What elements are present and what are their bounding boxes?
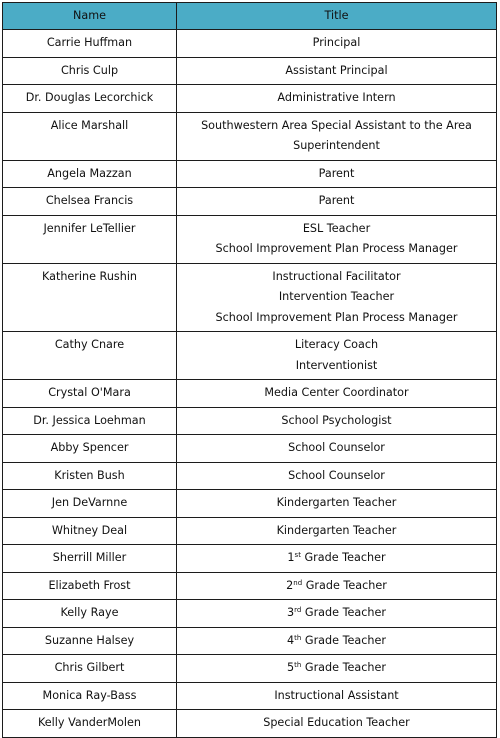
title-text: School Improvement Plan Process Manager xyxy=(215,310,458,324)
title-text: 3 xyxy=(287,606,295,619)
title-text: School Psychologist xyxy=(281,413,392,427)
title-text: School Counselor xyxy=(288,468,385,482)
title-text: Literacy Coach xyxy=(294,338,379,351)
cell-name: Carrie Huffman xyxy=(3,30,177,58)
title-line xyxy=(177,267,496,288)
staff-table xyxy=(2,2,497,738)
title-line xyxy=(177,686,496,707)
cell-title xyxy=(177,112,497,160)
ordinal-suffix: th xyxy=(294,661,302,669)
cell-name: Chris Culp xyxy=(3,57,177,85)
title-line xyxy=(177,713,496,734)
cell-name: Alice Marshall xyxy=(3,112,177,160)
cell-name: Whitney Deal xyxy=(3,517,177,545)
cell-name: Dr. Jessica Loehman xyxy=(3,407,177,435)
title-text: Kindergarten Teacher xyxy=(276,523,397,537)
cell-name: Kelly Raye xyxy=(3,600,177,628)
title-text: Grade Teacher xyxy=(301,633,386,647)
title-line xyxy=(177,88,496,109)
title-line xyxy=(177,33,496,54)
title-line xyxy=(177,164,496,185)
table-row xyxy=(3,490,497,518)
title-text: Parent xyxy=(318,166,355,180)
title-line xyxy=(177,61,496,82)
cell-title xyxy=(177,600,497,628)
title-line xyxy=(177,383,496,404)
cell-title xyxy=(177,627,497,655)
title-line xyxy=(177,191,496,212)
cell-title xyxy=(177,490,497,518)
ordinal-suffix: nd xyxy=(293,578,303,587)
title-line xyxy=(177,548,496,569)
cell-title xyxy=(177,435,497,463)
cell-name: Sherrill Miller xyxy=(3,545,177,573)
title-text: 1 xyxy=(287,551,295,564)
title-line xyxy=(177,308,496,329)
cell-title xyxy=(177,682,497,710)
table-row xyxy=(3,57,497,85)
table-row xyxy=(3,600,497,628)
cell-title xyxy=(177,655,497,683)
cell-name: Dr. Douglas Lecorchick xyxy=(3,85,177,113)
table-row xyxy=(3,407,497,435)
cell-title xyxy=(177,263,497,332)
title-line xyxy=(177,603,496,624)
title-line xyxy=(177,335,496,356)
title-text: Special Education Teacher xyxy=(263,716,410,729)
header-title: Title xyxy=(177,3,497,30)
title-text: ESL Teacher xyxy=(302,221,371,235)
cell-name: Jen DeVarnne xyxy=(3,490,177,518)
cell-title xyxy=(177,85,497,113)
title-line xyxy=(177,411,496,432)
header-name: Name xyxy=(3,3,177,30)
title-text: School Improvement Plan Process Manager xyxy=(215,242,458,255)
cell-name: Monica Ray-Bass xyxy=(3,682,177,710)
table-row xyxy=(3,112,497,160)
table-row xyxy=(3,85,497,113)
title-text: Southwestern Area Special Assistant to the Area xyxy=(201,118,472,132)
ordinal-suffix: rd xyxy=(294,606,302,614)
title-text: Kindergarten Teacher xyxy=(276,496,397,509)
cell-name: Chelsea Francis xyxy=(3,188,177,216)
title-text: Superintendent xyxy=(293,139,380,152)
cell-name: Kristen Bush xyxy=(3,462,177,490)
table-row xyxy=(3,332,497,380)
cell-title xyxy=(177,215,497,263)
title-text: 2 xyxy=(286,578,294,592)
cell-name: Crystal O'Mara xyxy=(3,380,177,408)
table-row xyxy=(3,627,497,655)
table-row xyxy=(3,655,497,683)
cell-title xyxy=(177,160,497,188)
table-row xyxy=(3,215,497,263)
cell-name: Cathy Cnare xyxy=(3,332,177,380)
cell-title xyxy=(177,710,497,738)
table-row xyxy=(3,462,497,490)
title-text: Principal xyxy=(312,36,361,49)
title-text: 5 xyxy=(287,661,295,674)
title-text: 4 xyxy=(287,633,295,647)
table-row xyxy=(3,572,497,600)
table-row xyxy=(3,545,497,573)
title-text: Grade Teacher xyxy=(302,578,387,592)
cell-title xyxy=(177,572,497,600)
title-line xyxy=(177,438,496,459)
staff-table-container xyxy=(2,2,497,738)
cell-name: Jennifer LeTellier xyxy=(3,215,177,263)
table-body xyxy=(3,30,497,738)
title-line xyxy=(177,116,496,137)
table-row xyxy=(3,188,497,216)
title-line xyxy=(177,493,496,514)
title-text: Assistant Principal xyxy=(285,63,388,77)
title-text: School Counselor xyxy=(288,441,385,454)
title-line xyxy=(177,576,496,597)
cell-title xyxy=(177,30,497,58)
title-text: Interventionist xyxy=(295,358,378,372)
table-row xyxy=(3,682,497,710)
title-line xyxy=(177,466,496,487)
title-text: Administrative Intern xyxy=(277,91,396,104)
cell-title xyxy=(177,332,497,380)
title-text: Media Center Coordinator xyxy=(264,386,409,399)
cell-name: Chris Gilbert xyxy=(3,655,177,683)
title-text: Intervention Teacher xyxy=(278,290,395,303)
title-text: Grade Teacher xyxy=(300,551,386,564)
cell-title xyxy=(177,188,497,216)
title-line xyxy=(177,356,496,377)
cell-name: Katherine Rushin xyxy=(3,263,177,332)
cell-title xyxy=(177,517,497,545)
title-text: Parent xyxy=(318,194,355,207)
table-row xyxy=(3,263,497,332)
title-text: Instructional Assistant xyxy=(274,688,399,702)
table-row xyxy=(3,710,497,738)
table-header-row xyxy=(3,3,497,30)
cell-title xyxy=(177,545,497,573)
title-line xyxy=(177,136,496,157)
cell-name: Suzanne Halsey xyxy=(3,627,177,655)
table-row xyxy=(3,435,497,463)
table-row xyxy=(3,160,497,188)
cell-title xyxy=(177,57,497,85)
ordinal-suffix: th xyxy=(294,633,302,642)
table-row xyxy=(3,380,497,408)
cell-name: Angela Mazzan xyxy=(3,160,177,188)
title-line xyxy=(177,521,496,542)
title-text: Instructional Facilitator xyxy=(272,269,401,283)
title-line xyxy=(177,219,496,240)
title-line xyxy=(177,239,496,260)
title-line xyxy=(177,631,496,652)
title-text: Grade Teacher xyxy=(301,606,386,619)
cell-title xyxy=(177,462,497,490)
cell-name: Kelly VanderMolen xyxy=(3,710,177,738)
table-row xyxy=(3,517,497,545)
title-text: Grade Teacher xyxy=(301,661,386,674)
cell-title xyxy=(177,407,497,435)
cell-name: Abby Spencer xyxy=(3,435,177,463)
cell-name: Elizabeth Frost xyxy=(3,572,177,600)
title-line xyxy=(177,658,496,679)
table-row xyxy=(3,30,497,58)
cell-title xyxy=(177,380,497,408)
title-line xyxy=(177,287,496,308)
ordinal-suffix: st xyxy=(294,551,301,559)
